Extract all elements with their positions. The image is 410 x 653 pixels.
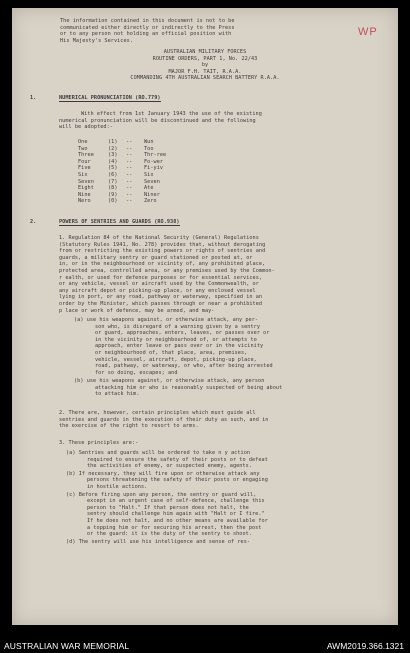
number-digit: (2) [108,145,118,152]
number-spoken: Zero [144,198,157,205]
paragraph-line: guards, a military sentry or guard stationed or posted at, or [59,254,253,261]
number-word: Three [78,152,94,159]
item-line: If he does not halt, and no other means are available for [87,517,268,524]
item-line: (b) If necessary, they will fire upon or otherwise attack any [66,470,260,477]
item-line: (a) Sentries and guards will be ordered to take n y action [66,450,251,456]
paragraph-line: r ealth, or used for defence purposes or for essential services, [59,274,263,281]
number-word: Five [78,165,91,172]
paragraph-line: any aircraft depot or picking-up place, or any enclosed vessel [59,287,256,294]
number-spoken: Thr-ree [144,152,167,159]
section-1-title [59,95,161,102]
number-row [78,165,166,172]
paragraph-line: order by the Minister, which passes through or near a prohibited [59,300,263,307]
number-separator: -- [126,185,133,192]
number-word: Seven [78,178,94,185]
item-line: person to "Halt." If that person does not halt, the [87,504,249,511]
heading-line: by [201,62,209,69]
principle-b [66,471,268,491]
number-row [78,146,166,153]
notice-line: The information contained in this document is not to be [60,18,235,24]
section-1-intro [59,111,262,131]
heading-line: COMMANDING 4TH AUSTRALIAN SEARCH BATTERY R.A.A. [130,75,280,82]
number-spoken: Fi-yiv [144,165,164,172]
item-b [74,378,282,398]
number-separator: -- [126,165,133,172]
number-digit: (0) [108,198,118,205]
number-spoken: Six [144,171,154,178]
number-word: One [78,139,88,145]
number-digit: (3) [108,152,118,159]
number-digit: (6) [108,171,118,178]
archive-credit: AUSTRALIAN WAR MEMORIAL [4,641,130,651]
number-word: Nine [78,191,91,198]
confidentiality-notice [60,18,235,44]
number-separator: -- [126,158,133,165]
item-line: attacking him or who is reasonably suspected of being about [95,384,283,391]
intro-line: numerical pronunciation will be discontinued and the following [59,117,256,124]
handwritten-annotation: WP [358,26,378,38]
section-2-paragraph-1 [59,235,275,314]
number-separator: -- [126,198,133,205]
paragraph-line: in, or in the neighbourhood or vicinity of, any prohibited place, [59,261,266,268]
paragraph-line: 1. Regulation 84 of the National Security (General) Regulations [59,235,259,241]
item-line: for so doing, escapes; and [95,369,178,376]
number-word: Six [78,171,88,178]
number-spoken: Ate [144,185,154,192]
number-row [78,139,166,146]
item-line: vehicle, vessel, aircraft, depot, picking-up place, [95,356,257,363]
notice-line: or to any person not holding an official position with [60,31,232,38]
number-spoken: Niner [144,191,160,198]
intro-line: will be adopted:- [59,124,113,131]
item-line: or the guard: it is the duty of the sentry to shoot. [87,531,253,538]
notice-line: communicated either directly or indirectly to the Press [60,24,235,31]
number-digit: (5) [108,165,118,172]
section-1-title-text: NUMERICAL PRONUNCIATION (RO.779) [59,95,161,101]
paragraph-line: lying in port, or any road, pathway or waterway, specified in an [59,294,263,301]
item-line: road, pathway, or waterway, or who, after being arrested [95,363,273,370]
item-line: (d) The sentry will use his intelligence and sense of res- [66,538,251,545]
section-2-paragraph-3: 3. These principles are:- [59,440,139,446]
number-word: Four [78,158,91,165]
paragraph-line: or any vehicle, vessel or aircraft used by the Commonwealth, or [59,281,259,288]
item-line: sentry should challenge him again with "Halt or I fire." [87,511,265,518]
number-row [78,159,166,166]
item-line: persons threatening the safety of their posts or engaging [87,477,268,484]
item-line: or neighbourhood of, that place, area, premises, [95,349,248,356]
section-2-title [59,219,180,226]
item-a [74,317,273,376]
principle-c [66,492,268,538]
item-line: (c) Before firing upon any person, the sentry or guard will, [66,491,257,498]
item-line: in the vicinity or neighbourhood of, or attempts to [95,336,257,343]
principle-d [66,539,268,546]
number-separator: -- [126,145,133,152]
number-word: Two [78,145,88,152]
principle-a [66,450,268,470]
paragraph-line: 2. There are, however, certain principles which must guide all [59,410,256,416]
section-2-paragraph-2 [59,410,268,430]
paragraph-line: protected area, controlled area, or any premises used by the Common- [59,267,275,274]
number-row [78,192,166,199]
item-line: approach, enter leave or pass over or in the vicinity [95,343,264,350]
paragraph-line: from or restricting the existing powers or rights of sentries and [59,248,266,255]
item-line: required to ensure the safety of their posts or to defeat [87,456,268,463]
item-line: except in an urgent case of self-defence, challenge this [87,498,265,505]
item-line: or guard, approaches, enters, leaves, or passes over or [95,330,270,337]
item-line: a topping him or for securing his arrest, then the post [87,524,262,531]
number-spoken: Wun [144,139,154,145]
intro-line: With effect from 1st January 1943 the use of the existing [81,111,262,117]
paragraph-line: sentries and guards in the execution of their duty as such, and in [59,416,269,423]
number-row [78,172,166,179]
heading-line: AUSTRALIAN MILITARY FORCES [163,49,247,55]
section-2-title-text: POWERS OF SENTRIES AND GUARDS (RO.938) [59,219,180,225]
paragraph-line: p lace or work of defence, may be armed, and may- [59,307,215,314]
number-digit: (1) [108,139,118,145]
number-word: Eight [78,185,94,192]
item-line: (a) use his weapons against, or otherwise attack, any per- [74,317,259,323]
number-spoken: Fo-wer [144,158,164,165]
item-line: son who, is disregard of a warning given by a sentry [95,323,261,330]
section-1-number: 1. [30,95,37,101]
number-row [78,198,166,205]
number-spoken: Seven [144,178,160,185]
notice-line: His Majesty's Services. [60,37,133,44]
paragraph-line: (Statutory Rules 1941, No. 278) provides that, without derogating [59,241,266,248]
number-digit: (4) [108,158,118,165]
number-digit: (7) [108,178,118,185]
number-separator: -- [126,178,133,185]
number-separator: -- [126,152,133,159]
paragraph-line: the exercise of the right to resort to arms. [59,423,199,430]
number-digit: (8) [108,185,118,192]
number-row [78,152,166,159]
orders-heading [12,49,398,82]
number-digit: (9) [108,191,118,198]
archive-reference: AWM2019.366.1321 [326,641,404,651]
item-line: the activities of enemy, or suspected enemy, agents. [87,463,253,470]
number-row [78,179,166,186]
item-line: to attack him. [95,391,140,398]
heading-line: MAJOR F.H. TAIT, R.A.A. [168,68,242,75]
number-separator: -- [126,171,133,178]
heading-line: ROUTINE ORDERS, PART 1, No. 22/43 [152,55,258,62]
numerical-pronunciation-table [78,139,166,205]
number-separator: -- [126,139,133,145]
number-row [78,185,166,192]
number-spoken: Too [144,145,154,152]
number-word: Nero [78,198,91,205]
principles-list [66,450,268,545]
item-line: in hostile actions. [87,483,148,490]
item-line: (b) use his weapons against, or otherwise attack, any person [74,378,265,384]
section-2-number: 2. [30,219,37,225]
document-page [12,8,398,625]
number-separator: -- [126,191,133,198]
